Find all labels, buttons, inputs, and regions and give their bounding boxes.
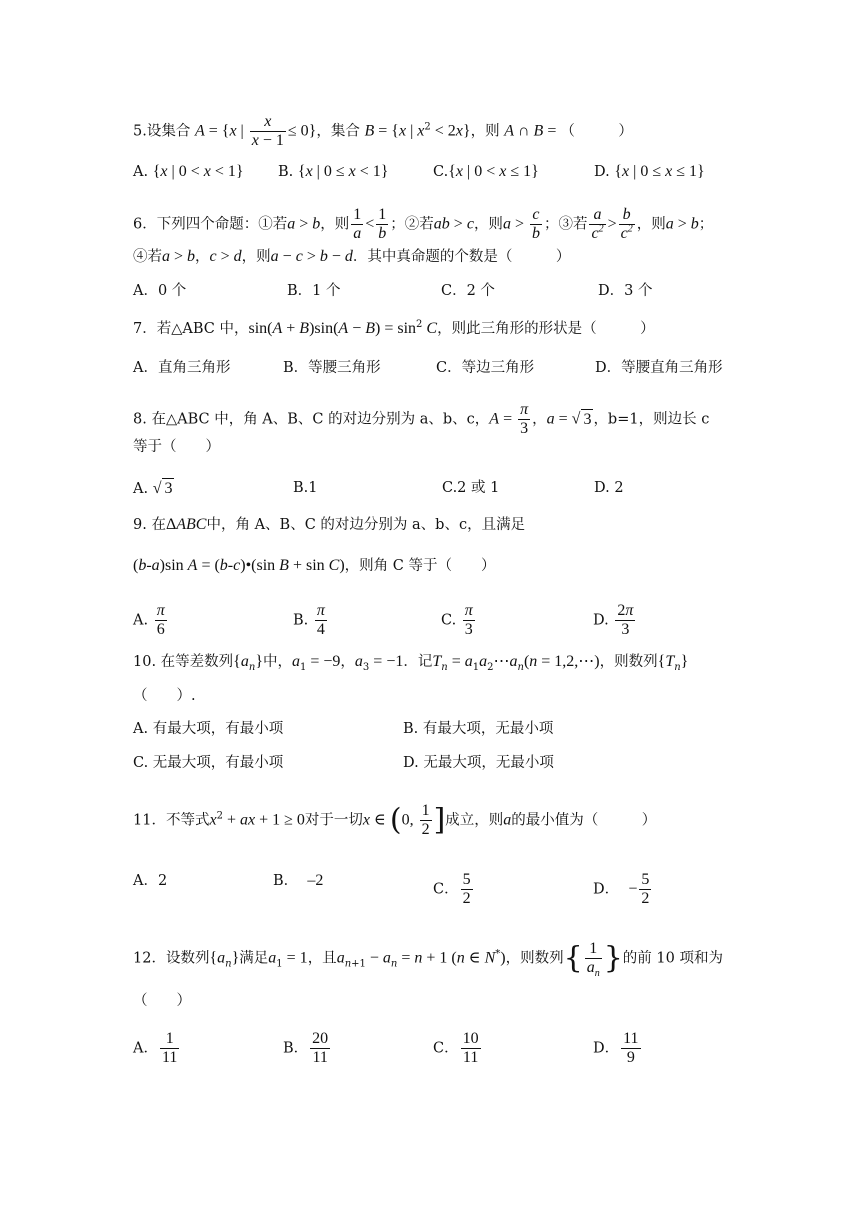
q6-text-9: ，	[195, 249, 210, 265]
q12-option-d-label: D．	[593, 1040, 620, 1057]
q9-text-3: ，则角 C 等于（ ）	[344, 558, 496, 574]
q8-text-2: ，	[532, 411, 547, 428]
q6-stem-line-1: 6．下列四个命题：①若a > b，则 $\frac{1}{a}$ < $\frac{1}{b}$ ；②若ab > c，则a > $\frac{c}{b}$ ；③若 $\frac{a}{c^2}$ > $\frac{b}{c^2}$ ，则a > b；	[133, 206, 714, 242]
q5-option-c: C.{x | 0 < x ≤ 1}	[433, 163, 539, 180]
q8-text-1: 8. 在△ABC 中，角 A、B、C 的对边分别为 a、b、c，	[133, 411, 490, 428]
q10-text-4: ．记	[403, 654, 433, 670]
q5-option-a: A. {x | 0 < x < 1}	[133, 163, 244, 180]
q6-text-11: ．其中真命题的个数是（ ）	[352, 249, 571, 265]
q8-stem-line-1: 8. 在△ABC 中，角 A、B、C 的对边分别为 a、b、c，A = $\frac{\pi}{3}$ ，a = √ 3 ，b=1，则边长 c	[133, 401, 710, 437]
q11-text-4: 的最小值为（ ）	[511, 812, 657, 829]
q12-text-4: ，则数列	[505, 950, 564, 967]
q10-stem-line-2: （ ）.	[133, 688, 196, 704]
q5-option-d: D. {x | 0 ≤ x ≤ 1}	[594, 163, 705, 180]
q8-text-3: ，b=1，则边长 c	[593, 411, 710, 428]
q12-stem-line-2: （ ）	[133, 993, 191, 1009]
q6-text-4: ，则	[473, 216, 503, 233]
q6-stem-line-2: ④若a > b，c > d，则a − c > b − d．其中真命题的个数是（ ）	[133, 248, 571, 265]
q11-text-3: 成立，则	[445, 812, 504, 829]
q7-option-b: B．等腰三角形	[283, 360, 381, 376]
q10-option-c: C. 无最大项，有最小项	[133, 755, 284, 771]
q5-option-b: B. {x | 0 ≤ x < 1}	[278, 163, 389, 180]
q10-text-3: ，	[340, 654, 355, 670]
q6-text-6: ，则	[636, 216, 666, 233]
q5-set-a: A	[194, 122, 205, 140]
q8-option-b: B.1	[293, 480, 318, 496]
q9-option-c: C. $\frac{\pi}{3}$	[441, 602, 473, 638]
q6-text-7: ；	[698, 216, 714, 233]
q10-option-b: B. 有最大项，无最小项	[403, 721, 554, 737]
q8-stem-line-2: 等于（ ）	[133, 439, 220, 455]
q10-text-5: ，则数列	[599, 654, 658, 670]
q12-option-d: D． $\frac{11}{9}$	[593, 1030, 639, 1066]
q5-text-2: ，集合	[316, 123, 365, 140]
q5-option-c-label: C.	[433, 164, 449, 180]
q12-option-b-label: B．	[283, 1040, 309, 1057]
q5-text-4: （ ）	[560, 123, 633, 140]
q5-option-b-label: B.	[278, 164, 298, 180]
q7-text-2: ，则此三角形的形状是（ ）	[437, 321, 655, 337]
q12-text-3: ，且	[307, 950, 337, 967]
q10-text-2: 中，	[263, 654, 292, 670]
q9-option-b-label: B.	[293, 612, 309, 629]
q7-option-d: D．等腰直角三角形	[595, 360, 723, 376]
q6-text-5: ；③若	[543, 216, 588, 233]
q5-text-3: ，则	[470, 123, 505, 140]
q12-text-5: 的前 10 项和为	[622, 950, 723, 967]
q9-option-d-label: D.	[593, 612, 609, 629]
q11-option-c: C． $\frac{5}{2}$	[433, 871, 471, 907]
q11-option-b-label: B．	[273, 873, 299, 889]
q5-fraction: $\frac{x}{x - 1}$	[251, 113, 284, 149]
q12-option-c: C． $\frac{10}{11}$	[433, 1030, 479, 1066]
q11-text-1: 11．不等式	[133, 812, 210, 829]
q10-text-1: 10. 在等差数列	[133, 654, 234, 670]
q6-text-3: ；②若	[390, 216, 434, 233]
q5-stem: 5.设集合 A = {x | $\frac{x}{x - 1}$ ≤ 0}，集合 B = {x | $x^2 < 2x$}，则 A ∩ B = （ ）	[133, 113, 633, 149]
q9-text-1: 9. 在	[133, 517, 166, 533]
q5-option-a-label: A.	[133, 164, 153, 180]
q11-stem: 11．不等式$x^2$ + ax + 1 ≥ 0对于一切x ∈ (0, $\frac{1}{2}$ ]成立，则a的最小值为（ ）	[133, 802, 657, 838]
q12-option-b: B． $\frac{20}{11}$	[283, 1030, 329, 1066]
q12-stem-line-1: 12．设数列$\{a_n\}$满足$a_1 = 1$，且$a_{n+1} - a_n = n + 1$ (n ∈ N*)，则数列{ $\frac{1}{a_n}$ }的前 10 项和为	[133, 940, 723, 980]
q6-text-10: ，则	[241, 249, 271, 265]
q8-option-a-label: A.	[133, 481, 153, 497]
q11-option-d: D． − $\frac{5}{2}$	[593, 871, 650, 907]
q6-option-c: C．2 个	[441, 283, 495, 299]
q9-text-2: 中，角 A、B、C 的对边分别为 a、b、c，且满足	[206, 517, 526, 533]
q6-option-a: A．0 个	[133, 283, 187, 299]
q7-text-1: 7．若△ABC 中，	[133, 321, 249, 337]
q5-text-1: 5.设集合	[133, 123, 195, 140]
q9-option-c-label: C.	[441, 612, 457, 629]
q7-option-c: C．等边三角形	[436, 360, 535, 376]
q12-option-a: A． $\frac{1}{11}$	[133, 1030, 178, 1066]
q6-option-d: D．3 个	[598, 283, 653, 299]
q6-text-1: 6．下列四个命题：①若	[133, 216, 288, 233]
q11-option-a: A．2	[133, 873, 168, 889]
q11-option-c-label: C．	[433, 881, 459, 898]
q5-option-d-label: D.	[594, 164, 615, 180]
q12-text-1: 12．设数列	[133, 950, 210, 967]
q12-text-2: 满足	[239, 950, 269, 967]
q6-text-2: ，则	[320, 216, 350, 233]
q7-option-a: A．直角三角形	[133, 360, 231, 376]
q9-option-a-label: A.	[133, 612, 149, 629]
q10-option-a: A. 有最大项，有最小项	[133, 721, 284, 737]
q9-option-d: D. $\frac{2\pi}{3}$	[593, 602, 634, 638]
q11-option-d-label: D．	[593, 881, 620, 898]
q8-option-c: C.2 或 1	[442, 480, 500, 496]
q6-text-8: ④若	[133, 249, 162, 265]
q10-stem-line-1: 10. 在等差数列$\{a_n\}$中，$a_1 = -9$，$a_3 = -1$．记$T_n$ = $a_1a_2\cdots a_n(n$ = 1,2,⋯)，则数列$\{T_n\}$	[133, 653, 689, 673]
q11-option-b	[273, 871, 323, 891]
q6-option-b: B．1 个	[287, 283, 341, 299]
q8-option-a: A. √ 3	[133, 480, 173, 497]
q9-stem-line-1: 9. 在ΔABC中，角 A、B、C 的对边分别为 a、b、c，且满足	[133, 516, 526, 533]
q9-stem-line-2: (b-a)sin A = (b-c)•(sin B + sin C)，则角 C 等于（ ）	[133, 557, 496, 574]
q10-option-d: D. 无最大项，无最小项	[403, 755, 554, 771]
q11-option-b-value: –2	[307, 872, 324, 889]
q9-option-a: A. $\frac{\pi}{6}$	[133, 602, 165, 638]
q12-option-c-label: C．	[433, 1040, 459, 1057]
q8-option-d: D. 2	[594, 480, 624, 496]
q7-stem: 7．若△ABC 中，$\sin(A + B)\sin(A - B) = \sin^2 C$，则此三角形的形状是（ ）	[133, 319, 655, 337]
q12-option-a-label: A．	[133, 1040, 158, 1057]
q9-option-b: B. $\frac{\pi}{4}$	[293, 602, 325, 638]
q11-text-2: 对于一切	[304, 812, 363, 829]
